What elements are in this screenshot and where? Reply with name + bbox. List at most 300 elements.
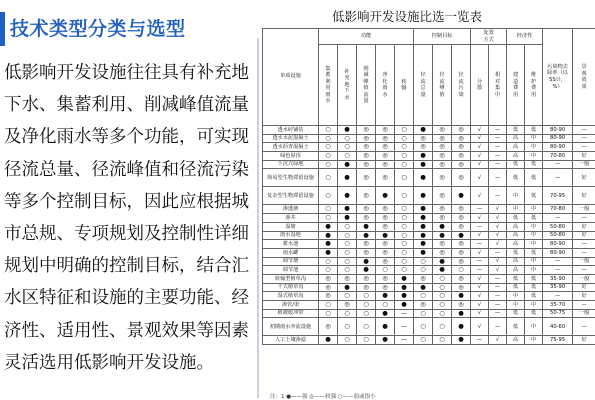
cell-c3: ● [452, 292, 471, 301]
cell-f2: ○ [338, 318, 357, 336]
cell-c1: ◎ [414, 301, 433, 310]
facility-name-cell: 渗井 [263, 214, 319, 223]
cell-removal: 70-80 [543, 205, 573, 214]
cell-e2: 中 [525, 134, 543, 143]
cell-removal: — [543, 214, 573, 223]
cell-removal: 35-70 [543, 301, 573, 310]
cell-c3: ◎ [452, 274, 471, 283]
cell-f5: ○ [395, 160, 414, 169]
table-row [263, 266, 595, 275]
facility-name-cell: 渗管/渠 [263, 301, 319, 310]
cell-c1: ○ [414, 257, 433, 266]
table-row [263, 231, 595, 240]
table-row [263, 292, 595, 301]
cell-d2: — [489, 134, 507, 143]
header-economy: 经济性 [507, 29, 543, 45]
cell-f3: ◎ [357, 283, 376, 292]
header-f1: 集蓄利用雨水 [319, 45, 338, 126]
table-row [263, 126, 595, 135]
table-row [263, 257, 595, 266]
cell-c1: ◎ [414, 143, 433, 152]
cell-f5: ○ [395, 134, 414, 143]
cell-d1: √ [471, 160, 489, 169]
cell-f4: ● [376, 231, 395, 240]
cell-e1: 中 [507, 205, 525, 214]
cell-f2: ○ [338, 143, 357, 152]
cell-f4: ◎ [376, 283, 395, 292]
cell-f5: — [395, 309, 414, 318]
cell-f5: ● [395, 283, 414, 292]
cell-f4: ◎ [376, 160, 395, 169]
paragraph-line: 低影响开发设施往往具有补充地 [4, 63, 249, 83]
heading-accent-bar [0, 12, 5, 46]
cell-landscape: 好 [573, 292, 595, 301]
cell-f5: ○ [395, 169, 414, 187]
cell-f5: ○ [395, 143, 414, 152]
cell-e2: 中 [525, 231, 543, 240]
cell-e1: 低 [507, 214, 525, 223]
cell-f3: ○ [357, 336, 376, 345]
cell-landscape: 好 [573, 152, 595, 161]
table-row [263, 274, 595, 283]
cell-f5: ○ [395, 257, 414, 266]
facility-name-cell: 渗透塘 [263, 205, 319, 214]
cell-c1: ○ [414, 318, 433, 336]
cell-f2: ○ [338, 152, 357, 161]
cell-f5: ● [395, 274, 414, 283]
cell-c1: ● [414, 152, 433, 161]
header-removal-rate: 污染物去除率（以SS计，%） [543, 29, 573, 126]
cell-e2: 低 [525, 283, 543, 292]
cell-d2: √ [489, 266, 507, 275]
cell-e1: 低 [507, 248, 525, 257]
cell-f3: ◎ [357, 248, 376, 257]
cell-d2: — [489, 292, 507, 301]
facility-name-cell: 透水砖铺装 [263, 126, 319, 135]
paragraph-line: 规划中明确的控制目标，结合汇 [4, 256, 249, 277]
cell-d1: √ [471, 126, 489, 135]
cell-f4: ◎ [376, 257, 395, 266]
cell-e1: 高 [507, 231, 525, 240]
facility-name-cell: 透水水泥混凝土 [263, 134, 319, 143]
cell-removal: 35-90 [543, 274, 573, 283]
cell-f2: ● [338, 205, 357, 214]
paragraph-line: 及净化雨水等多个功能，可实现 [4, 127, 249, 148]
cell-c2: ○ [433, 301, 452, 310]
cell-removal: 40-60 [543, 318, 573, 336]
cell-c2: ○ [433, 309, 452, 318]
cell-f4: ◎ [376, 126, 395, 135]
header-e1: 建造费用 [507, 45, 525, 126]
facility-name-cell: 复杂型生物滞留设施 [263, 187, 319, 205]
cell-d2: √ [489, 336, 507, 345]
cell-d1: √ [471, 274, 489, 283]
cell-c3: ◎ [452, 134, 471, 143]
header-c3: 径流污染 [452, 45, 471, 126]
cell-f2: ● [338, 187, 357, 205]
cell-f2: ○ [338, 309, 357, 318]
facility-name-cell: 蓄水池 [263, 240, 319, 249]
cell-d1: √ [471, 143, 489, 152]
cell-f2: ○ [338, 292, 357, 301]
cell-f5: ○ [395, 187, 414, 205]
cell-f1: ◎ [319, 274, 338, 283]
facility-name-cell: 调节池 [263, 266, 319, 275]
cell-e1: 低 [507, 126, 525, 135]
cell-landscape: 一般 [573, 205, 595, 214]
cell-removal: 75-95 [543, 336, 573, 345]
cell-c3: ◎ [452, 143, 471, 152]
cell-f1: ○ [319, 126, 338, 135]
facility-name-cell: 人工土壤渗滤 [263, 336, 319, 345]
cell-f5: — [395, 336, 414, 345]
cell-landscape: — [573, 248, 595, 257]
table-row [263, 152, 595, 161]
cell-d2: — [489, 126, 507, 135]
cell-e1: 低 [507, 283, 525, 292]
cell-d2: √ [489, 205, 507, 214]
facility-name-cell: 绿色屋顶 [263, 152, 319, 161]
cell-f3: ◎ [357, 152, 376, 161]
cell-f3: ○ [357, 318, 376, 336]
header-control-target: 控制目标 [414, 29, 471, 45]
cell-c2: ○ [433, 283, 452, 292]
header-d2: 相对集中 [489, 45, 507, 126]
cell-d2: — [489, 160, 507, 169]
cell-f2: ● [338, 283, 357, 292]
cell-f4: ○ [376, 301, 395, 310]
cell-c1: ● [414, 160, 433, 169]
cell-e2: 中 [525, 240, 543, 249]
cell-landscape: 好 [573, 169, 595, 187]
cell-c1: ◎ [414, 274, 433, 283]
intro-paragraph [4, 57, 248, 379]
table-row [263, 205, 595, 214]
cell-f1: ● [319, 231, 338, 240]
cell-c3: ◎ [452, 214, 471, 223]
cell-f4: ◎ [376, 248, 395, 257]
cell-f3: ◎ [357, 240, 376, 249]
cell-f3: ● [357, 222, 376, 231]
cell-f5: ○ [395, 152, 414, 161]
cell-c1: ○ [414, 336, 433, 345]
cell-e2: 低 [525, 160, 543, 169]
cell-c3: ◎ [452, 160, 471, 169]
cell-removal: 35-90 [543, 283, 573, 292]
facility-comparison-table [262, 28, 595, 345]
cell-c2: ● [433, 257, 452, 266]
cell-f4: ◎ [376, 274, 395, 283]
header-group-row [263, 29, 595, 45]
cell-d1: √ [471, 292, 489, 301]
cell-f4: ● [376, 292, 395, 301]
facility-name-cell: 湿式植草沟 [263, 292, 319, 301]
cell-e1: 高 [507, 240, 525, 249]
cell-d1: √ [471, 214, 489, 223]
cell-f1: ○ [319, 266, 338, 275]
cell-removal: 50-75 [543, 309, 573, 318]
table-row [263, 169, 595, 187]
header-f5: 转输 [395, 45, 414, 126]
cell-f3: ◎ [357, 143, 376, 152]
paragraph-line: 水区特征和设施的主要功能、经 [4, 288, 249, 309]
cell-d1: — [471, 240, 489, 249]
cell-c3: ◎ [452, 248, 471, 257]
cell-f4: ◎ [376, 205, 395, 214]
table-row [263, 143, 595, 152]
table-row [263, 214, 595, 223]
header-f2: 补充地下水 [338, 45, 357, 126]
cell-c1: ● [414, 205, 433, 214]
facility-name-cell: 调节塘 [263, 257, 319, 266]
cell-removal: — [543, 160, 573, 169]
cell-f4: ◎ [376, 240, 395, 249]
cell-f3: ◎ [357, 187, 376, 205]
cell-c3: ◎ [452, 222, 471, 231]
cell-e2: 中 [525, 222, 543, 231]
cell-c2: ○ [433, 336, 452, 345]
cell-d2: — [489, 301, 507, 310]
header-f4: 净化雨水 [376, 45, 395, 126]
header-d1: 分散 [471, 45, 489, 126]
cell-e2: 中 [525, 301, 543, 310]
cell-e2: 中 [525, 257, 543, 266]
facility-name-cell: 下沉式绿地 [263, 160, 319, 169]
cell-landscape: — [573, 134, 595, 143]
cell-e1: 低 [507, 160, 525, 169]
cell-e1: 低 [507, 274, 525, 283]
facility-name-cell: 初期雨水弃流设施 [263, 318, 319, 336]
cell-d1: √ [471, 309, 489, 318]
cell-d1: √ [471, 169, 489, 187]
cell-d2: — [489, 152, 507, 161]
cell-removal: — [543, 169, 573, 187]
table-panel [262, 0, 595, 400]
table-row [263, 309, 595, 318]
cell-f1: ○ [319, 301, 338, 310]
cell-e1: 高 [507, 143, 525, 152]
cell-c1: ● [414, 214, 433, 223]
cell-c2: ○ [433, 274, 452, 283]
cell-f1: ● [319, 248, 338, 257]
cell-c2: ● [433, 222, 452, 231]
cell-c3: ● [452, 231, 471, 240]
cell-c3: ◎ [452, 126, 471, 135]
cell-d1: √ [471, 318, 489, 336]
text-panel [0, 0, 252, 400]
cell-c2: ◎ [433, 152, 452, 161]
header-function: 功能 [319, 29, 414, 45]
cell-f4: ◎ [376, 134, 395, 143]
cell-d2: √ [489, 214, 507, 223]
cell-c1: ○ [414, 292, 433, 301]
table-row [263, 336, 595, 345]
cell-f2: ● [338, 169, 357, 187]
cell-e1: 高 [507, 336, 525, 345]
cell-d1: — [471, 257, 489, 266]
cell-c1: ◎ [414, 134, 433, 143]
cell-f3: ○ [357, 292, 376, 301]
cell-f4: ◎ [376, 152, 395, 161]
cell-f5: ● [395, 292, 414, 301]
cell-e2: 低 [525, 292, 543, 301]
paragraph-line: 下水、集蓄利用、削减峰值流量 [4, 95, 249, 116]
cell-f3: ◎ [357, 274, 376, 283]
cell-f3: ○ [357, 309, 376, 318]
cell-f5: ○ [395, 222, 414, 231]
cell-c1: ● [414, 126, 433, 135]
header-disposal: 处置方式 [471, 29, 507, 45]
cell-f2: ○ [338, 336, 357, 345]
cell-c2: ○ [433, 318, 452, 336]
cell-c3: ◎ [452, 301, 471, 310]
cell-f1: ◎ [319, 318, 338, 336]
cell-e2: 中 [525, 318, 543, 336]
header-landscape: 景观效果 [573, 29, 595, 126]
table-row [263, 187, 595, 205]
header-e2: 维护费用 [525, 45, 543, 126]
cell-f2: ● [338, 160, 357, 169]
cell-f5: ○ [395, 126, 414, 135]
header-f3: 削减峰值流量 [357, 45, 376, 126]
cell-c3: ● [452, 336, 471, 345]
table-row [263, 283, 595, 292]
cell-e1: 低 [507, 169, 525, 187]
cell-removal: 70-80 [543, 152, 573, 161]
cell-f3: ● [357, 257, 376, 266]
cell-f4: ● [376, 187, 395, 205]
cell-e2: 低 [525, 187, 543, 205]
cell-f2: ○ [338, 231, 357, 240]
cell-f4: ● [376, 318, 395, 336]
cell-c1: ● [414, 240, 433, 249]
cell-f2: ◎ [338, 301, 357, 310]
cell-landscape: 一般 [573, 309, 595, 318]
cell-d2: √ [489, 222, 507, 231]
cell-f1: ○ [319, 152, 338, 161]
cell-f4: ● [376, 336, 395, 345]
paragraph-line: 等多个控制目标，因此应根据城 [4, 191, 249, 212]
cell-removal: 80-90 [543, 240, 573, 249]
header-c1: 径流总量 [414, 45, 433, 126]
cell-c2: ◎ [433, 240, 452, 249]
cell-c1: ● [414, 248, 433, 257]
cell-c2: ◎ [433, 169, 452, 187]
cell-f4: ● [376, 309, 395, 318]
cell-c1: ○ [414, 309, 433, 318]
cell-e1: 中 [507, 187, 525, 205]
cell-c2: ● [433, 266, 452, 275]
header-facility: 单项设施 [263, 29, 319, 126]
cell-f2: ○ [338, 248, 357, 257]
cell-e1: 低 [507, 309, 525, 318]
cell-c2: ◎ [433, 248, 452, 257]
cell-e1: 低 [507, 318, 525, 336]
cell-e1: 中 [507, 301, 525, 310]
cell-c3: ○ [452, 266, 471, 275]
cell-removal: 80-90 [543, 143, 573, 152]
cell-f2: ○ [338, 222, 357, 231]
cell-e2: 低 [525, 274, 543, 283]
cell-d2: — [489, 169, 507, 187]
table-row [263, 301, 595, 310]
cell-e1: 高 [507, 134, 525, 143]
table-row [263, 160, 595, 169]
cell-d1: √ [471, 152, 489, 161]
cell-c2: ◎ [433, 143, 452, 152]
cell-e2: 低 [525, 248, 543, 257]
cell-c3: ◎ [452, 169, 471, 187]
cell-f5: ● [395, 301, 414, 310]
cell-landscape: — [573, 126, 595, 135]
header-c2: 径流峰值 [433, 45, 452, 126]
cell-f3: ○ [357, 301, 376, 310]
cell-landscape: 一般 [573, 160, 595, 169]
cell-e2: 低 [525, 309, 543, 318]
cell-removal: 70-95 [543, 187, 573, 205]
cell-f5: ○ [395, 214, 414, 223]
cell-landscape: — [573, 240, 595, 249]
cell-c2: ◎ [433, 205, 452, 214]
cell-d2: √ [489, 231, 507, 240]
table-row [263, 318, 595, 336]
table-row [263, 134, 595, 143]
cell-d2: — [489, 143, 507, 152]
cell-c3: ● [452, 187, 471, 205]
cell-f3: ◎ [357, 126, 376, 135]
cell-e2: 低 [525, 214, 543, 223]
cell-e2: 中 [525, 336, 543, 345]
cell-e1: 高 [507, 266, 525, 275]
cell-f5: — [395, 318, 414, 336]
facility-name-cell: 透水沥青混凝土 [263, 143, 319, 152]
cell-removal: 80-90 [543, 134, 573, 143]
table-row [263, 222, 595, 231]
cell-e1: 高 [507, 222, 525, 231]
cell-c3: ◎ [452, 257, 471, 266]
cell-f3: ◎ [357, 160, 376, 169]
cell-landscape: 一般 [573, 257, 595, 266]
cell-f1: ○ [319, 214, 338, 223]
cell-e1: 高 [507, 152, 525, 161]
cell-c2: ◎ [433, 126, 452, 135]
cell-c3: ● [452, 309, 471, 318]
cell-f4: ◎ [376, 169, 395, 187]
cell-landscape: 好 [573, 187, 595, 205]
facility-name-cell: 植被缓冲带 [263, 309, 319, 318]
paragraph-line: 济性、适用性、景观效果等因素 [4, 320, 249, 341]
cell-c1: ● [414, 231, 433, 240]
cell-landscape: 好 [573, 222, 595, 231]
cell-f4: ○ [376, 266, 395, 275]
cell-f2: ● [338, 126, 357, 135]
cell-removal: — [543, 266, 573, 275]
cell-landscape: — [573, 143, 595, 152]
cell-f2: ○ [338, 266, 357, 275]
cell-f3: ◎ [357, 205, 376, 214]
cell-f2: ● [338, 214, 357, 223]
cell-landscape: 好 [573, 231, 595, 240]
cell-f1: ○ [319, 143, 338, 152]
cell-f3: ● [357, 266, 376, 275]
cell-e1: 中 [507, 292, 525, 301]
section-heading: 技术类型分类与选型 [10, 18, 186, 40]
cell-c2: ● [433, 231, 452, 240]
cell-d2: — [489, 318, 507, 336]
cell-landscape: — [573, 301, 595, 310]
cell-f1: ● [319, 222, 338, 231]
cell-f1: ○ [319, 205, 338, 214]
